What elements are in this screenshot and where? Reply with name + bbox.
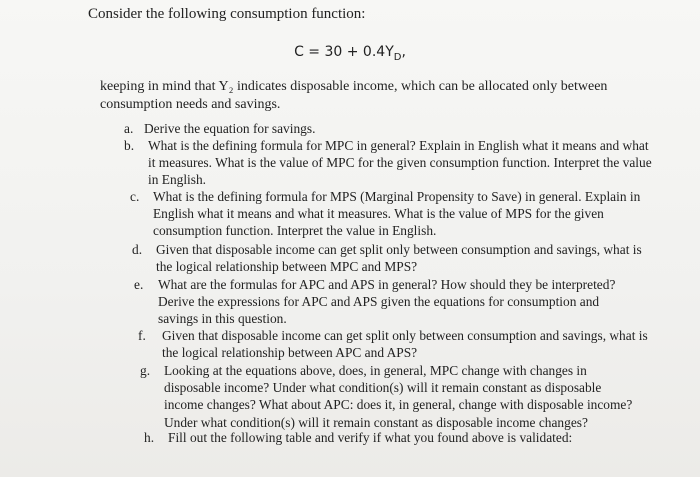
- question-item-a: [124, 120, 644, 137]
- formula-subscript: D: [393, 51, 402, 63]
- question-text: What is the defining formula for MPC in general? Explain in English what it means and what it measures. What is the value of MPC for the given consumption function. Interpret the value in English.: [148, 138, 652, 188]
- question-text: What are the formulas for APC and APS in general? How should they be interpreted? Derive the expressions for APC and APS given the equations for consumption and savings in this question.: [158, 277, 616, 327]
- question-item-f: [138, 327, 648, 361]
- question-text: Given that disposable income can get split only between consumption and savings, what is the logical relationship between APC and APS?: [162, 328, 648, 361]
- question-item-g: [140, 362, 640, 431]
- question-label: c.: [130, 189, 140, 204]
- question-item-d: [132, 241, 648, 275]
- question-item-e: [134, 276, 642, 328]
- question-label: d.: [132, 242, 143, 257]
- question-text: Derive the equation for savings.: [144, 121, 316, 136]
- question-item-c: [130, 188, 652, 240]
- question-label: b.: [124, 138, 135, 153]
- consumption-formula: [0, 44, 700, 63]
- question-item-h: [144, 429, 644, 446]
- question-label: h.: [144, 430, 155, 445]
- question-label: f.: [138, 328, 146, 343]
- question-text: What is the defining formula for MPS (Marginal Propensity to Save) in general. Explain in English what it means and what it measures. What is the value of MPS for the given consumption function. Interpret the value in English.: [153, 189, 641, 239]
- question-text: Given that disposable income can get split only between consumption and savings, what is the logical relationship between MPC and MPS?: [156, 242, 642, 275]
- formula-main: C = 30 + 0.4Y: [294, 44, 394, 60]
- question-label: e.: [134, 277, 144, 292]
- intro-text: Consider the following consumption function:: [88, 6, 366, 22]
- question-item-b: [124, 137, 654, 189]
- question-text: Looking at the equations above, does, in general, MPC change with changes in disposable income? Under what condition(s) will it remain constant as disposable income changes? What about APC: does it, in general, change with disposable income? Under what condition(s) will it remain constant as disposable income changes?: [164, 363, 633, 430]
- question-text: Fill out the following table and verify if what you found above is validated:: [168, 430, 573, 445]
- question-label: a.: [124, 121, 134, 136]
- intro-paragraph: keeping in mind that Y₂ indicates disposable income, which can be allocated only between consumption needs and savings.: [100, 79, 608, 112]
- formula-tail: ,: [401, 44, 406, 60]
- question-label: g.: [140, 363, 151, 378]
